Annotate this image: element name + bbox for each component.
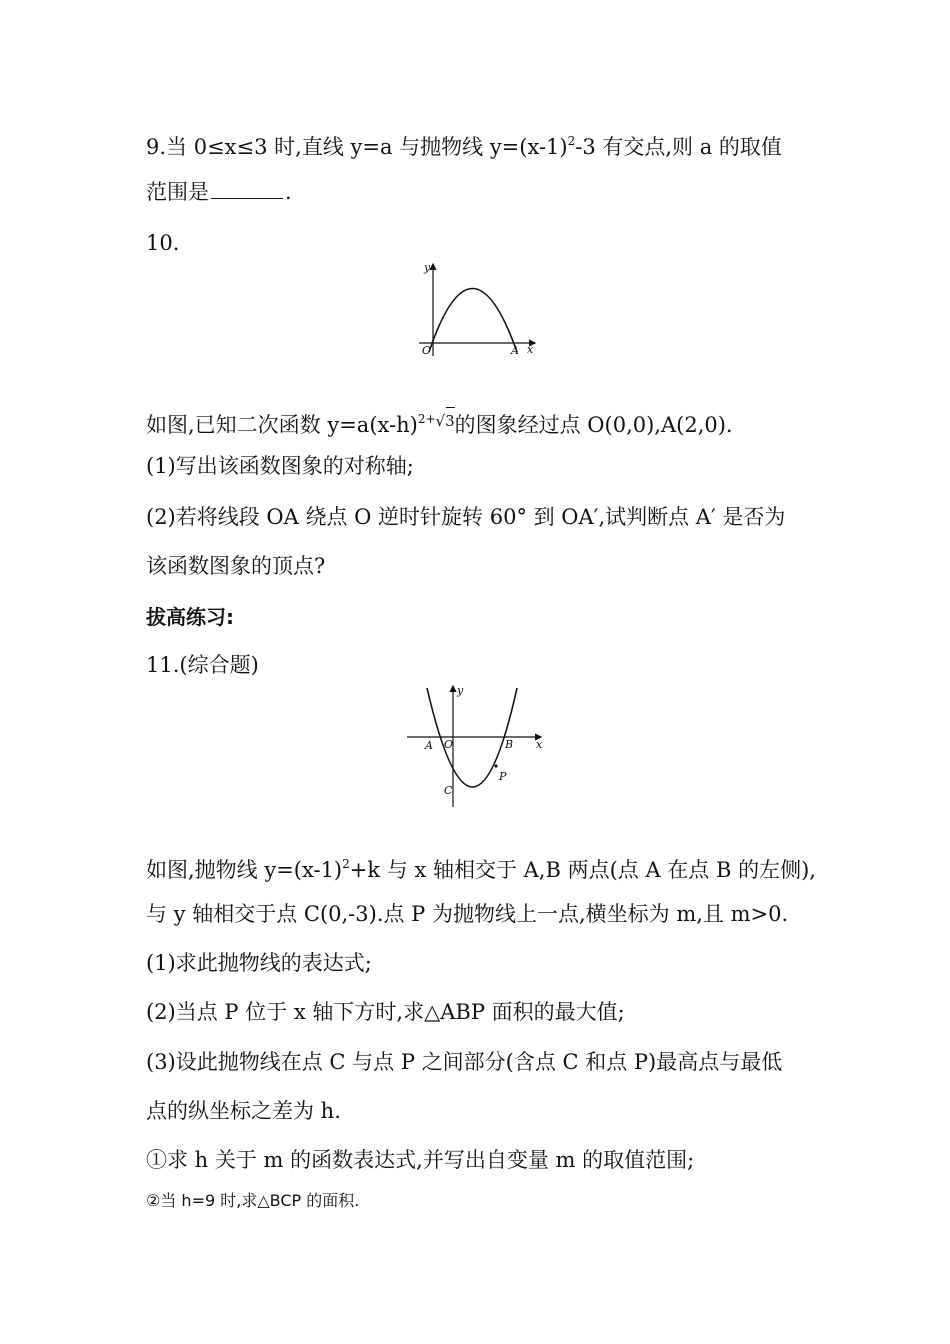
q11-part-3-line-2: 点的纵坐标之差为 h.: [146, 1099, 341, 1123]
section-title: 拔高练习:: [146, 605, 234, 629]
q10-part-1: (1)写出该函数图象的对称轴;: [146, 454, 414, 478]
q11-part-1: (1)求此抛物线的表达式;: [146, 951, 372, 975]
q11-number: 11.(综合题): [146, 653, 259, 677]
q10-graph: [405, 258, 545, 358]
q11-part-2: (2)当点 P 位于 x 轴下方时,求△ABP 面积的最大值;: [146, 1000, 625, 1024]
q11-sub-2: ②当 h=9 时,求△BCP 的面积.: [146, 1191, 360, 1210]
q10-point-a-label: A: [511, 344, 519, 357]
q11-p-label: P: [499, 770, 507, 783]
sqrt3: √3: [436, 406, 455, 436]
q11-y-label: y: [457, 684, 464, 697]
q11-x-label: x: [536, 738, 543, 751]
q11-stem: 如图,抛物线 $y=(x-1)^2+k$ 与 x 轴相交于 A,B 两点(点 A 在点 B 的左侧),: [146, 857, 816, 882]
q11-c-label: C: [444, 784, 453, 797]
q10-stem: 如图,已知二次函数 $y=a(x-h)^{2+}√3$ 的图象经过点 O(0,0),A(2,0).: [146, 404, 733, 440]
q9-line-2: 范围是 .: [146, 180, 292, 204]
q10-part-2-line-1: (2)若将线段 OA 绕点 O 逆时针旋转 60° 到 OA′,试判断点 A′ 是否为: [146, 505, 786, 529]
q11-sub-1: ①求 h 关于 m 的函数表达式,并写出自变量 m 的取值范围;: [146, 1148, 695, 1172]
q11-part-3-line-1: (3)设此抛物线在点 C 与点 P 之间部分(含点 C 和点 P)最高点与最低: [146, 1050, 783, 1074]
q9-line-1: 9.当 0≤x≤3 时,直线 y=a 与抛物线 $y=(x-1)^2-3$ 有交点,则 a 的取值: [146, 134, 782, 159]
q10-part-2-line-2: 该函数图象的顶点?: [146, 554, 326, 578]
q11-b-label: B: [505, 738, 514, 751]
q11-origin-label: O: [444, 738, 454, 751]
q10-y-label: y: [424, 261, 431, 274]
q11-a-label: A: [425, 739, 433, 752]
q11-point-p: [494, 764, 497, 767]
answer-blank: [211, 178, 283, 199]
q11-graph: [405, 682, 550, 812]
q10-number: 10.: [146, 231, 180, 255]
q11-stem-line-2: 与 y 轴相交于点 C(0,-3).点 P 为抛物线上一点,横坐标为 m,且 m>0.: [146, 902, 789, 926]
q10-x-label: x: [527, 343, 534, 356]
q10-origin-label: O: [422, 344, 432, 357]
